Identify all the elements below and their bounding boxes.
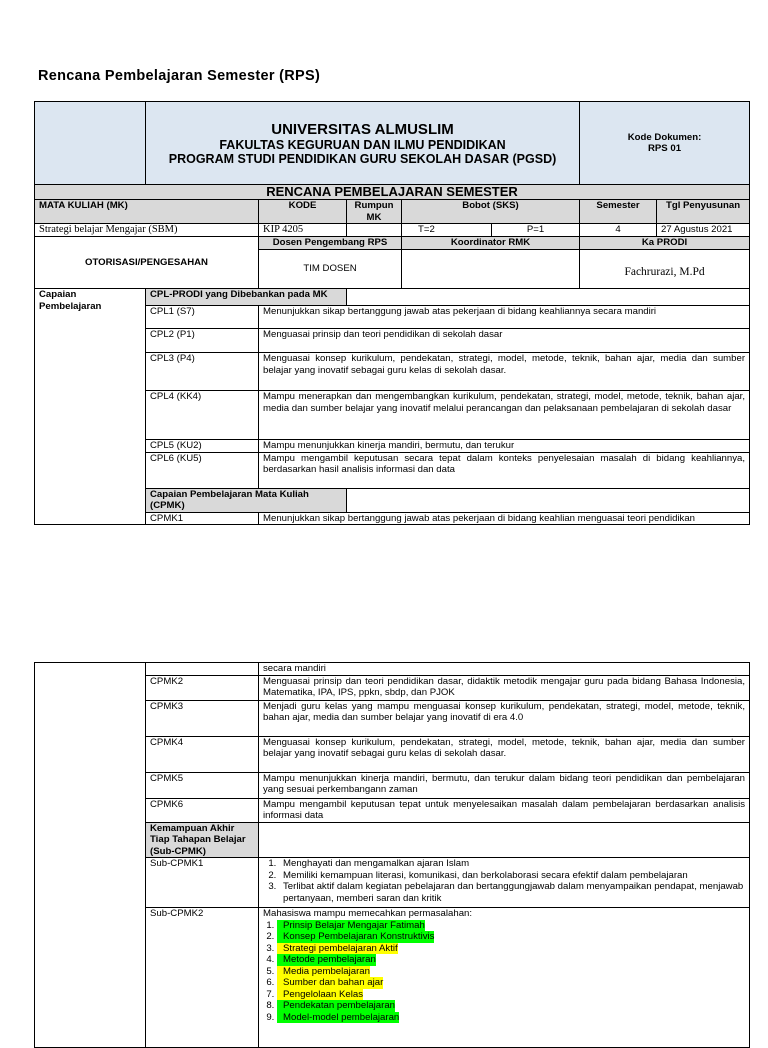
cpmk-header-blank	[347, 488, 750, 512]
cpl-text: Mampu menerapkan dan mengembangkan kurikulum, pendekatan, strategi, model, metode, teknik, bahan ajar, media dan sumber belajar yang inovatif melalui perancangan dan pelaksanaan pembelajaran di sekolah dasar	[259, 391, 750, 440]
dosen-value: TIM DOSEN	[259, 250, 402, 289]
cpl-code: CPL6 (KU5)	[146, 452, 259, 488]
page-title: Rencana Pembelajaran Semester (RPS)	[38, 68, 321, 84]
topic-item: 3. Strategi pembelajaran Aktif	[277, 943, 398, 955]
cpl-code: CPL1 (S7)	[146, 306, 259, 329]
sub-cpmk-text	[259, 908, 750, 1048]
cpmk-text: Mampu mengambil keputusan tepat untuk menyelesaikan masalah dalam pembelajaran berdasarkan analisis informasi data	[259, 798, 750, 822]
cpl-text: Mampu mengambil keputusan secara tepat dalam konteks penyelesaian masalah di bidang keahliannya, berdasarkan hasil analisis informasi dan data	[259, 452, 750, 488]
sub-cpmk-item: 2. Memiliki kemampuan literasi, komunikasi, dan berkolaborasi secara efektif dalam pembelajaran	[279, 870, 745, 882]
cpmk-text-continued: secara mandiri	[259, 663, 750, 676]
cpmk-text: Menguasai prinsip dan teori pendidikan dasar, didaktik metodik mengajar guru pada bidang Bahasa Indonesia, Matematika, IPA, IPS, ppkn, sbdp, dan PJOK	[259, 675, 750, 700]
sub-cpmk-code: Sub-CPMK2	[146, 908, 259, 1048]
cpl-header-blank	[347, 289, 750, 306]
col-head-semester: Semester	[580, 200, 657, 224]
sub-cpmk-item: 3. Terlibat aktif dalam kegiatan pebelajaran dan bertanggungjawab dalam menyampaikan pendapat, menjawab pertanyaan, memberi saran dan kritik	[279, 881, 745, 904]
cpmk-code: CPMK1	[146, 512, 259, 525]
cpl-text: Menguasai konsep kurikulum, pendekatan, strategi, model, metode, teknik, bahan ajar, media dan sumber belajar yang inovatif sebagai guru kelas di sekolah dasar.	[259, 353, 750, 391]
course-date: 27 Agustus 2021	[657, 224, 750, 237]
cpmk-text: Menjadi guru kelas yang mampu menguasai konsep kurikulum, pendekatan, strategi, model, metode, teknik, bahan ajar, media dan sumber belajar yang inovatif di era 4.0	[259, 700, 750, 736]
cpl-text: Menunjukkan sikap bertanggung jawab atas pekerjaan di bidang keahliannya secara mandiri	[259, 306, 750, 329]
university-name: UNIVERSITAS ALMUSLIM	[271, 120, 454, 138]
rps-heading: RENCANA PEMBELAJARAN SEMESTER	[35, 185, 750, 200]
cpmk-text: Menunjukkan sikap bertanggung jawab atas pekerjaan di bidang keahlian menguasai teori pendidikan	[259, 512, 750, 525]
cpmk-code: CPMK3	[146, 700, 259, 736]
doc-code-label: Kode Dokumen:	[627, 131, 702, 143]
kaprodi-value: Fachrurazi, M.Pd	[580, 250, 750, 289]
cpl-header: CPL-PRODI yang Dibebankan pada MK	[146, 289, 347, 306]
sub-cpmk-header-blank	[259, 822, 750, 858]
cpmk-header: Capaian Pembelajaran Mata Kuliah (CPMK)	[146, 488, 347, 512]
course-rumpun	[347, 224, 402, 237]
cpmk-text: Mampu menunjukkan kinerja mandiri, bermutu, dan terukur dalam bidang teori pendidikan dan pembelajaran yang sesuai perkembangann zaman	[259, 772, 750, 798]
header-institution	[146, 102, 580, 185]
sub-cpmk-intro: Mahasiswa mampu memecahkan permasalahan:	[263, 908, 473, 919]
sub-cpmk-item: 1. Menghayati dan mengamalkan ajaran Islam	[279, 858, 745, 870]
dosen-label: Dosen Pengembang RPS	[259, 237, 402, 250]
cpl-text: Menguasai prinsip dan teori pendidikan di sekolah dasar	[259, 329, 750, 353]
cpl-code: CPL5 (KU2)	[146, 440, 259, 453]
course-code: KIP 4205	[259, 224, 347, 237]
topic-item: 6. Sumber dan bahan ajar	[277, 977, 383, 989]
otorisasi-label: OTORISASI/PENGESAHAN	[35, 237, 259, 289]
course-semester: 4	[580, 224, 657, 237]
doc-code-value: RPS 01	[647, 143, 682, 154]
topic-item: 4. Metode pembelajaran	[277, 954, 376, 966]
capaian-label: Capaian Pembelajaran	[35, 289, 146, 525]
cpmk-code: CPMK2	[146, 675, 259, 700]
cpl-code: CPL2 (P1)	[146, 329, 259, 353]
cpl-code: CPL3 (P4)	[146, 353, 259, 391]
cpmk-code: CPMK6	[146, 798, 259, 822]
sub-cpmk-header-text: Kemampuan Akhir Tiap Tahapan Belajar (Sub-CPMK)	[150, 822, 246, 857]
col-head-kode: KODE	[259, 200, 347, 224]
course-teori: T=2	[402, 224, 492, 237]
cpl-text: Mampu menunjukkan kinerja mandiri, bermutu, dan terukur	[259, 440, 750, 453]
col-head-tgl: Tgl Penyusunan	[657, 200, 750, 224]
topic-item: 9. Model-model pembelajaran	[277, 1012, 399, 1024]
doc-code-cell	[580, 102, 750, 185]
topic-item: 5. Media pembelajaran	[277, 966, 370, 978]
faculty-name: FAKULTAS KEGURUAN DAN ILMU PENDIDIKAN	[219, 137, 506, 152]
col-head-rumpun: Rumpun MK	[347, 200, 402, 224]
cpmk-text: Menguasai konsep kurikulum, pendekatan, strategi, model, metode, teknik, bahan ajar, media dan sumber belajar yang inovatif sebagai guru kelas di sekolah dasar.	[259, 736, 750, 772]
topic-item: 2. Konsep Pembelajaran Konstruktivis	[277, 931, 434, 943]
koordinator-value	[402, 250, 580, 289]
col-head-mk: MATA KULIAH (MK)	[35, 200, 259, 224]
cpl-code: CPL4 (KK4)	[146, 391, 259, 440]
topic-item: 8. Pendekatan pembelajaran	[277, 1000, 395, 1012]
course-name: Strategi belajar Mengajar (SBM)	[35, 224, 259, 237]
logo-cell	[35, 102, 146, 185]
program-name: PROGRAM STUDI PENDIDIKAN GURU SEKOLAH DASAR (PGSD)	[168, 151, 557, 166]
cpmk-code: CPMK4	[146, 736, 259, 772]
kaprodi-label: Ka PRODI	[580, 237, 750, 250]
course-praktik: P=1	[492, 224, 580, 237]
cpmk-code: CPMK5	[146, 772, 259, 798]
topic-list	[263, 920, 745, 1024]
rps-table-page1	[34, 101, 750, 525]
koordinator-label: Koordinator RMK	[402, 237, 580, 250]
sub-cpmk-header	[146, 822, 259, 858]
sub-cpmk-text	[259, 858, 750, 908]
cpmk-code-continued	[146, 663, 259, 676]
rps-table-page2	[34, 662, 750, 1048]
topic-item: 7. Pengelolaan Kelas	[277, 989, 363, 1001]
sub-cpmk-code: Sub-CPMK1	[146, 858, 259, 908]
topic-item: 1. Prinsip Belajar Mengajar Fatimah	[277, 920, 425, 932]
capaian-label-continued	[35, 663, 146, 1048]
col-head-bobot: Bobot (SKS)	[402, 200, 580, 224]
